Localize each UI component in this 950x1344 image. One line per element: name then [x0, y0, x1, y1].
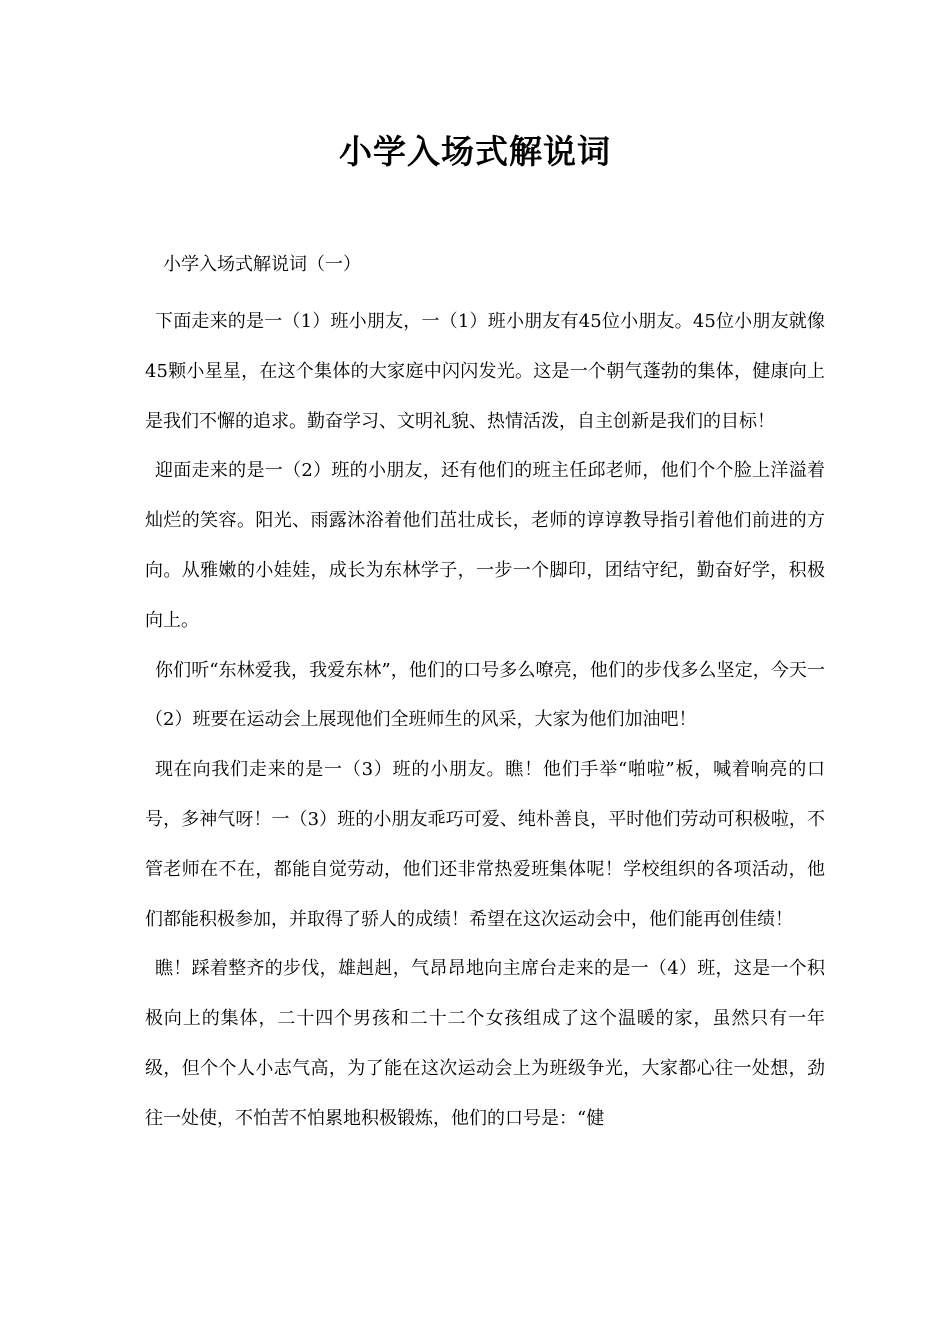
document-body — [145, 297, 825, 1144]
paragraph-class-4: 瞧！踩着整齐的步伐，雄赳赳，气昂昂地向主席台走来的是一（4）班，这是一个积极向上的集体，二十四个男孩和二十二个女孩组成了这个温暖的家，虽然只有一年级，但个个人小志气高，为了能在这次运动会上为班级争光，大家都心往一处想，劲往一处使，不怕苦不怕累地积极锻炼，他们的口号是：“健 — [145, 958, 825, 1129]
paragraph-class-3: 现在向我们走来的是一（3）班的小朋友。瞧！他们手举“啪啦”板，喊着响亮的口号，多神气呀！一（3）班的小朋友乖巧可爱、纯朴善良，平时他们劳动可积极啦，不管老师在不在，都能自觉劳动，他们还非常热爱班集体呢！学校组织的各项活动，他们都能积极参加，并取得了骄人的成绩！希望在这次运动会中，他们能再创佳绩！ — [145, 759, 825, 930]
document-title: 小学入场式解说词 — [339, 132, 611, 171]
paragraph-class-1: 下面走来的是一（1）班小朋友，一（1）班小朋友有45位小朋友。45位小朋友就像45颗小星星，在这个集体的大家庭中闪闪发光。这是一个朝气蓬勃的集体，健康向上是我们不懈的追求。勤奋学习、文明礼貌、热情活泼，自主创新是我们的目标！ — [145, 311, 825, 432]
paragraph-class-2-slogan: 你们听“东林爱我，我爱东林”，他们的口号多么嘹亮，他们的步伐多么坚定，今天一（2）班要在运动会上展现他们全班师生的风采，大家为他们加油吧！ — [145, 659, 825, 731]
section-subtitle: 小学入场式解说词（一） — [163, 254, 361, 275]
paragraph-class-2: 迎面走来的是一（2）班的小朋友，还有他们的班主任邱老师，他们个个脸上洋溢着灿烂的笑容。阳光、雨露沐浴着他们茁壮成长，老师的谆谆教导指引着他们前进的方向。从雅嫩的小娃娃，成长为东林学子，一步一个脚印，团结守纪，勤奋好学，积极向上。 — [145, 460, 825, 631]
